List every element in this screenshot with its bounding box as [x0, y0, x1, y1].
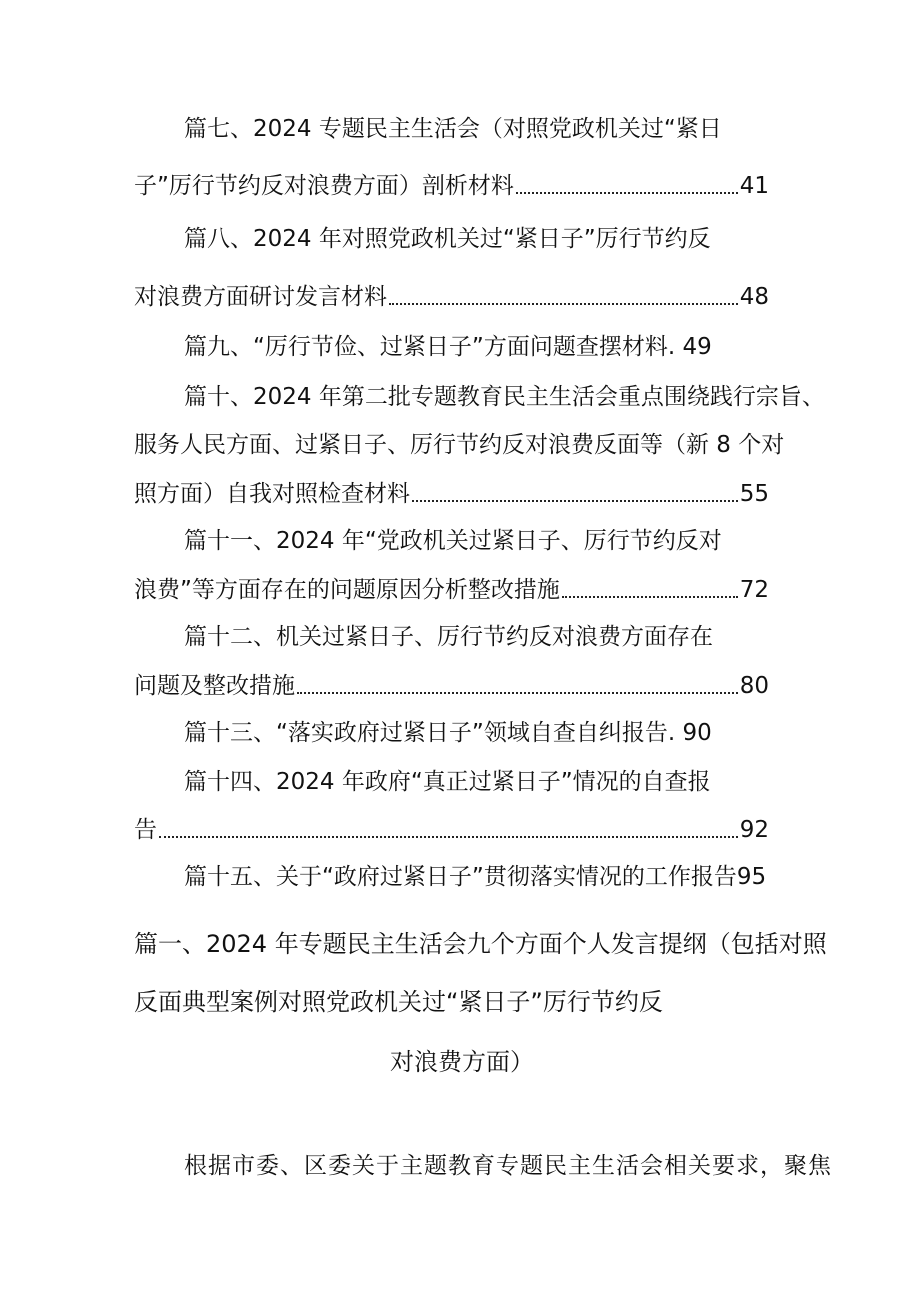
toc-entry-12-line1[interactable]: 篇十二、机关过紧日子、厉行节约反对浪费方面存在 — [184, 624, 713, 650]
toc-entry-9[interactable]: 篇九、“厉行节俭、过紧日子”方面问题查摆材料. 49 — [184, 334, 712, 360]
toc-leader-dots — [516, 192, 738, 194]
toc-entry-8-line2: 对浪费方面研讨发言材料 — [134, 284, 387, 310]
toc-leader-dots — [562, 596, 738, 598]
toc-entry-14[interactable] — [134, 815, 769, 845]
toc-entry-12-line2: 问题及整改措施 — [134, 673, 295, 699]
toc-entry-10-line3: 照方面）自我对照检查材料 — [134, 481, 410, 507]
toc-leader-dots — [412, 500, 738, 502]
toc-entry-14-line1[interactable]: 篇十四、2024 年政府“真正过紧日子”情况的自查报 — [184, 769, 711, 795]
toc-leader-dots — [389, 303, 738, 305]
toc-entry-10[interactable] — [134, 479, 769, 509]
toc-page-number: 80 — [739, 673, 769, 699]
toc-entry-11-line2: 浪费”等方面存在的问题原因分析整改措施 — [134, 577, 560, 603]
toc-entry-10-line1[interactable]: 篇十、2024 年第二批专题教育民主生活会重点围绕践行宗旨、 — [184, 384, 825, 410]
section-title-line3: 对浪费方面） — [390, 1048, 534, 1076]
toc-page-number: 55 — [739, 481, 769, 507]
toc-entry-7[interactable] — [134, 171, 769, 201]
body-paragraph-line: 根据市委、区委关于主题教育专题民主生活会相关要求，聚焦 — [184, 1153, 832, 1179]
toc-entry-14-line2: 告 — [134, 817, 157, 843]
toc-leader-dots — [159, 836, 738, 838]
toc-page-number: 92 — [739, 817, 769, 843]
toc-page-number: 41 — [739, 173, 769, 199]
section-title-line1: 篇一、2024 年专题民主生活会九个方面个人发言提纲（包括对照 — [134, 930, 827, 958]
toc-entry-15[interactable]: 篇十五、关于“政府过紧日子”贯彻落实情况的工作报告95 — [184, 864, 767, 890]
toc-entry-8[interactable] — [134, 282, 769, 312]
toc-entry-7-line2: 子”厉行节约反对浪费方面）剖析材料 — [134, 173, 514, 199]
section-title-line2: 反面典型案例对照党政机关过“紧日子”厉行节约反 — [134, 988, 663, 1016]
toc-entry-7-line1[interactable]: 篇七、2024 专题民主生活会（对照党政机关过“紧日 — [184, 116, 722, 142]
toc-entry-10-line2[interactable]: 服务人民方面、过紧日子、厉行节约反对浪费反面等（新 8 个对 — [134, 432, 785, 458]
toc-page-number: 72 — [739, 577, 769, 603]
toc-page-number: 48 — [739, 284, 769, 310]
toc-entry-11[interactable] — [134, 575, 769, 605]
toc-entry-12[interactable] — [134, 671, 769, 701]
toc-entry-13[interactable]: 篇十三、“落实政府过紧日子”领域自查自纠报告. 90 — [184, 720, 712, 746]
toc-leader-dots — [297, 692, 738, 694]
toc-entry-8-line1[interactable]: 篇八、2024 年对照党政机关过“紧日子”厉行节约反 — [184, 226, 711, 252]
toc-entry-11-line1[interactable]: 篇十一、2024 年“党政机关过紧日子、厉行节约反对 — [184, 528, 722, 554]
